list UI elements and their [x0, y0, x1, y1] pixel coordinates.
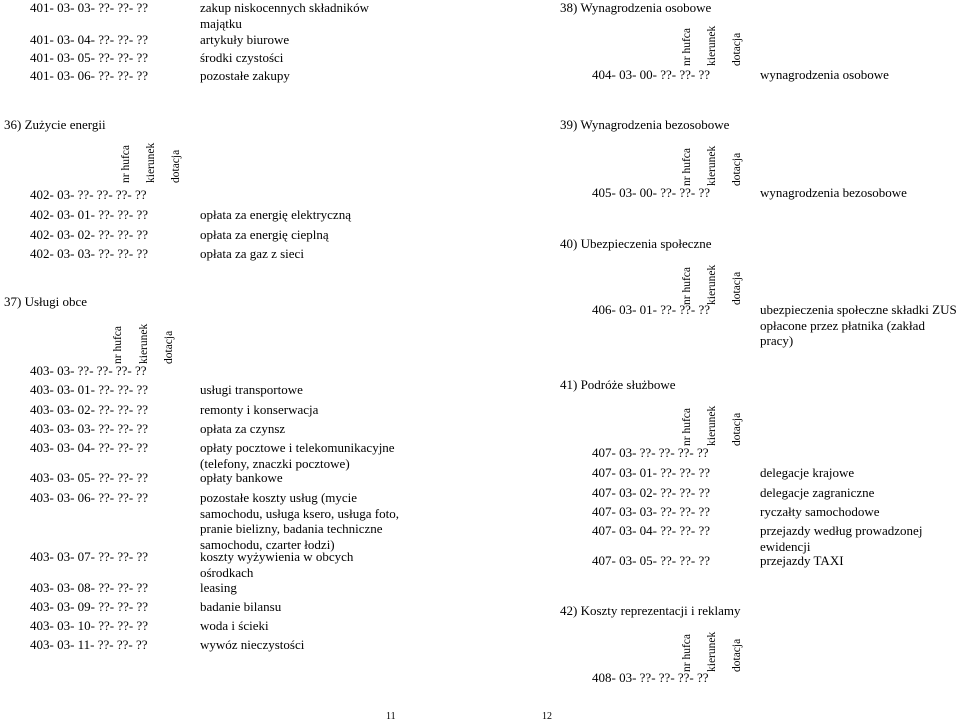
account-desc: remonty i konserwacja	[200, 402, 319, 417]
account-code: 407- 03- 01- ??- ??- ??	[592, 465, 711, 480]
account-desc: wynagrodzenia bezosobowe	[760, 185, 907, 200]
account-desc: ryczałty samochodowe	[760, 504, 880, 519]
account-code: 408- 03- ??- ??- ??- ??	[592, 670, 709, 685]
account-code: 403- 03- 07- ??- ??- ??	[30, 549, 149, 564]
account-code: 403- 03- 03- ??- ??- ??	[30, 421, 149, 436]
col-header-dotacja: dotacja	[163, 330, 175, 364]
col-header-kierunek: kierunek	[706, 25, 718, 66]
account-code: 401- 03- 05- ??- ??- ??	[30, 50, 149, 65]
account-desc: opłata za energię cieplną	[200, 227, 329, 242]
account-desc: opłata za energię elektryczną	[200, 207, 351, 222]
col-header-nr: nr hufca	[681, 28, 693, 66]
account-desc: koszty wyżywienia w obcych ośrodkach	[200, 549, 354, 580]
section-title: 36) Zużycie energii	[4, 117, 106, 132]
account-code: 406- 03- 01- ??- ??- ??	[592, 302, 711, 317]
account-code: 403- 03- ??- ??- ??- ??	[30, 363, 147, 378]
account-desc: wynagrodzenia osobowe	[760, 67, 889, 82]
account-desc: pozostałe koszty usług (mycie samochodu, usługa ksero, usługa foto, pranie bielizny, badania techniczne samochodu, czarter łodzi)	[200, 490, 399, 552]
col-header-kierunek: kierunek	[706, 405, 718, 446]
col-header-dotacja: dotacja	[731, 271, 743, 305]
account-code: 402- 03- 02- ??- ??- ??	[30, 227, 149, 242]
page-number-right: 12	[542, 711, 552, 722]
account-desc: środki czystości	[200, 50, 284, 65]
col-header-kierunek: kierunek	[706, 145, 718, 186]
col-header-nr: nr hufca	[681, 634, 693, 672]
account-desc: badanie bilansu	[200, 599, 282, 614]
account-desc: ubezpieczenia społeczne składki ZUS opłacone przez płatnika (zakład pracy)	[760, 302, 957, 348]
section-title: 37) Usługi obce	[4, 294, 88, 309]
col-header-kierunek: kierunek	[706, 264, 718, 305]
account-desc: zakup niskocennych składników majątku	[200, 0, 369, 31]
account-desc: pozostałe zakupy	[200, 68, 290, 83]
section-title: 39) Wynagrodzenia bezosobowe	[560, 117, 730, 132]
col-header-dotacja: dotacja	[731, 152, 743, 186]
account-code: 407- 03- 02- ??- ??- ??	[592, 485, 711, 500]
account-desc: leasing	[200, 580, 237, 595]
account-code: 401- 03- 04- ??- ??- ??	[30, 32, 149, 47]
account-desc: opłata za gaz z sieci	[200, 246, 304, 261]
col-header-nr: nr hufca	[681, 408, 693, 446]
col-header-nr: nr hufca	[120, 145, 132, 183]
col-header-dotacja: dotacja	[170, 149, 182, 183]
account-code: 403- 03- 08- ??- ??- ??	[30, 580, 149, 595]
account-code: 403- 03- 02- ??- ??- ??	[30, 402, 149, 417]
account-desc: wywóz nieczystości	[200, 637, 305, 652]
col-header-dotacja: dotacja	[731, 638, 743, 672]
col-header-kierunek: kierunek	[138, 323, 150, 364]
account-code: 401- 03- 06- ??- ??- ??	[30, 68, 149, 83]
account-desc: przejazdy TAXI	[760, 553, 844, 568]
account-desc: delegacje krajowe	[760, 465, 855, 480]
account-code: 402- 03- 03- ??- ??- ??	[30, 246, 149, 261]
account-code: 403- 03- 10- ??- ??- ??	[30, 618, 149, 633]
account-code: 402- 03- 01- ??- ??- ??	[30, 207, 149, 222]
account-desc: artykuły biurowe	[200, 32, 290, 47]
account-code: 401- 03- 03- ??- ??- ??	[30, 0, 149, 15]
account-code: 407- 03- ??- ??- ??- ??	[592, 445, 709, 460]
account-desc: przejazdy według prowadzonej ewidencji	[760, 523, 923, 554]
account-code: 403- 03- 04- ??- ??- ??	[30, 440, 149, 455]
col-header-nr: nr hufca	[681, 148, 693, 186]
col-header-dotacja: dotacja	[731, 32, 743, 66]
section-title: 42) Koszty reprezentacji i reklamy	[560, 603, 741, 618]
account-desc: delegacje zagraniczne	[760, 485, 875, 500]
col-header-kierunek: kierunek	[145, 142, 157, 183]
account-desc: opłata za czynsz	[200, 421, 286, 436]
account-code: 403- 03- 05- ??- ??- ??	[30, 470, 149, 485]
section-title: 40) Ubezpieczenia społeczne	[560, 236, 712, 251]
section-title: 41) Podróże służbowe	[560, 377, 676, 392]
account-desc: opłaty bankowe	[200, 470, 283, 485]
col-header-nr: nr hufca	[681, 267, 693, 305]
account-code: 404- 03- 00- ??- ??- ??	[592, 67, 711, 82]
account-code: 405- 03- 00- ??- ??- ??	[592, 185, 711, 200]
account-desc: opłaty pocztowe i telekomunikacyjne (telefony, znaczki pocztowe)	[200, 440, 395, 471]
account-desc: woda i ścieki	[200, 618, 269, 633]
col-header-kierunek: kierunek	[706, 631, 718, 672]
account-code: 402- 03- ??- ??- ??- ??	[30, 187, 147, 202]
account-code: 403- 03- 11- ??- ??- ??	[30, 637, 148, 652]
col-header-dotacja: dotacja	[731, 412, 743, 446]
account-code: 403- 03- 06- ??- ??- ??	[30, 490, 149, 505]
account-code: 403- 03- 01- ??- ??- ??	[30, 382, 149, 397]
account-code: 407- 03- 03- ??- ??- ??	[592, 504, 711, 519]
col-header-nr: nr hufca	[112, 326, 124, 364]
account-code: 407- 03- 05- ??- ??- ??	[592, 553, 711, 568]
account-code: 403- 03- 09- ??- ??- ??	[30, 599, 149, 614]
account-desc: usługi transportowe	[200, 382, 303, 397]
page-number-left: 11	[386, 711, 396, 722]
section-title: 38) Wynagrodzenia osobowe	[560, 0, 712, 15]
account-code: 407- 03- 04- ??- ??- ??	[592, 523, 711, 538]
